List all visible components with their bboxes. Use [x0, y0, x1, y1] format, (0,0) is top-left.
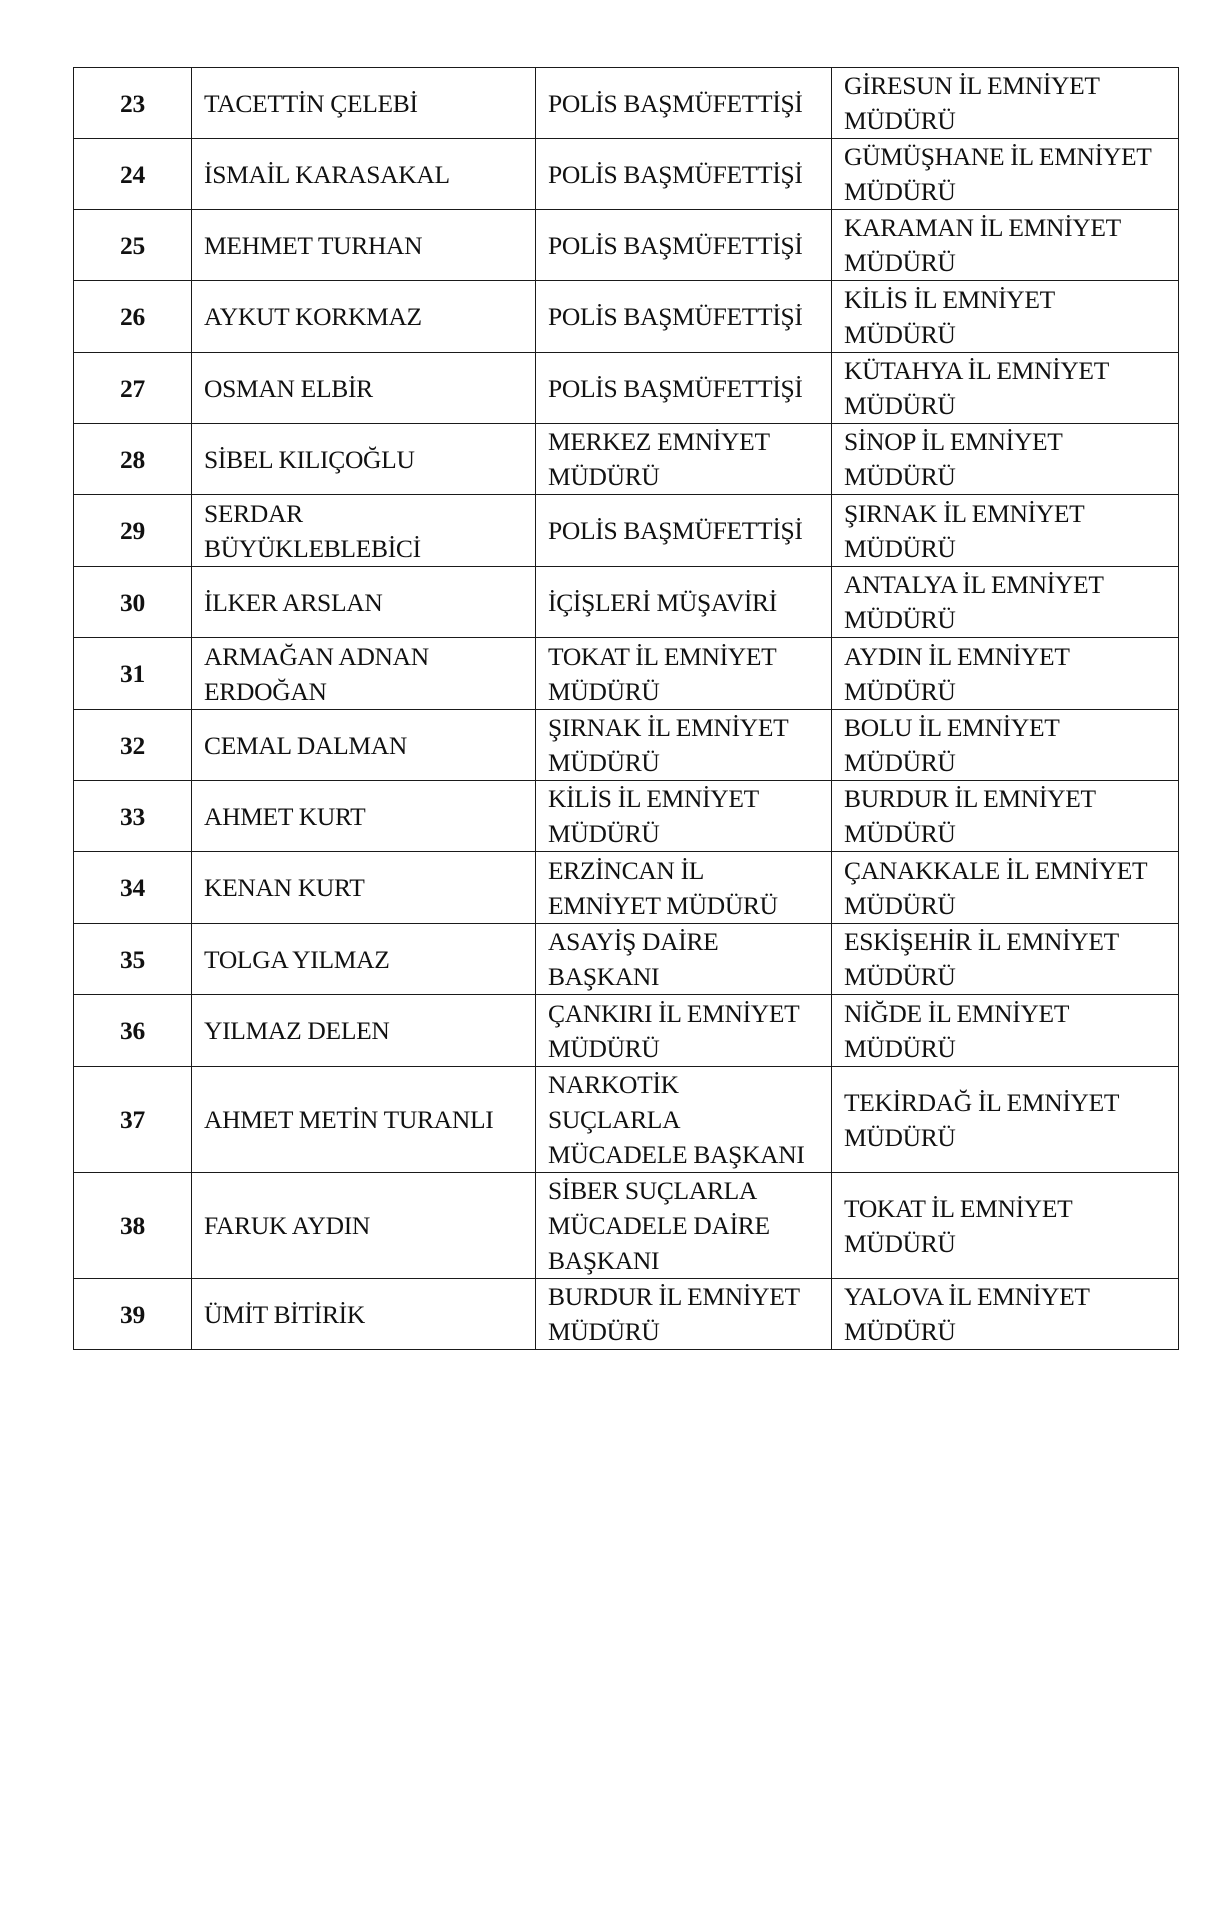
new-position-line: AYDIN İL EMNİYET	[844, 641, 1070, 671]
new-position-cell-content	[844, 210, 1166, 280]
current-position-cell-content	[548, 585, 819, 620]
person-name-cell-content	[204, 1208, 523, 1243]
new-position-cell	[832, 1279, 1179, 1350]
new-position-line: MÜDÜRÜ	[844, 391, 956, 420]
person-name-cell	[192, 1173, 536, 1279]
person-name-line: ARMAĞAN ADNAN	[204, 641, 429, 671]
person-name-cell	[192, 210, 536, 281]
new-position-cell	[832, 495, 1179, 567]
current-position-cell-content	[548, 513, 819, 548]
new-position-line: MÜDÜRÜ	[844, 676, 956, 706]
person-name-cell-content	[204, 870, 523, 905]
new-position-line: KÜTAHYA İL EMNİYET	[844, 356, 1109, 385]
current-position-cell	[536, 1067, 832, 1173]
person-name-cell	[192, 424, 536, 495]
person-name-cell	[192, 353, 536, 424]
new-position-line: GİRESUN İL EMNİYET	[844, 71, 1100, 100]
current-position-cell	[536, 638, 832, 710]
table-row	[74, 995, 1179, 1067]
new-position-line: MÜDÜRÜ	[844, 533, 956, 563]
current-position-cell	[536, 852, 832, 924]
person-name-cell	[192, 1279, 536, 1350]
current-position-cell-content	[548, 639, 819, 709]
current-position-cell	[536, 924, 832, 995]
row-number: 33	[74, 781, 192, 852]
table-row	[74, 353, 1179, 424]
current-position-cell-content	[548, 853, 819, 923]
new-position-line: MÜDÜRÜ	[844, 605, 956, 634]
person-name-line: SİBEL KILIÇOĞLU	[204, 444, 415, 474]
current-position-cell-content	[548, 157, 819, 192]
new-position-cell	[832, 567, 1179, 638]
current-position-line: MÜCADELE DAİRE	[548, 1211, 770, 1240]
row-number: 24	[74, 139, 192, 210]
table-row	[74, 852, 1179, 924]
new-position-line: MÜDÜRÜ	[844, 1228, 956, 1258]
person-name-cell-content	[204, 496, 523, 566]
current-position-cell-content	[548, 996, 819, 1066]
row-number: 23	[74, 68, 192, 139]
table-row	[74, 68, 1179, 139]
person-name-cell-content	[204, 1102, 523, 1137]
current-position-cell-content	[548, 371, 819, 406]
new-position-line: KARAMAN İL EMNİYET	[844, 213, 1121, 242]
person-name-line: AHMET KURT	[204, 801, 366, 831]
person-name-cell-content	[204, 299, 523, 334]
current-position-line: İÇİŞLERİ MÜŞAVİRİ	[548, 587, 777, 617]
new-position-line: MÜDÜRÜ	[844, 1033, 956, 1063]
current-position-line: ERZİNCAN İL	[548, 855, 705, 885]
person-name-cell	[192, 638, 536, 710]
current-position-line: NARKOTİK	[548, 1070, 679, 1099]
table-body	[74, 68, 1179, 1350]
person-name-cell-content	[204, 371, 523, 406]
new-position-cell	[832, 210, 1179, 281]
current-position-cell-content	[548, 1173, 819, 1278]
new-position-cell-content	[844, 1279, 1166, 1349]
row-number: 38	[74, 1173, 192, 1279]
person-name-cell-content	[204, 728, 523, 763]
current-position-cell-content	[548, 299, 819, 334]
current-position-cell-content	[548, 1279, 819, 1349]
person-name-line: AHMET METİN TURANLI	[204, 1105, 494, 1134]
current-position-line: BAŞKANI	[548, 962, 660, 991]
person-name-cell-content	[204, 442, 523, 477]
new-position-line: MÜDÜRÜ	[844, 248, 956, 277]
person-name-cell	[192, 852, 536, 924]
new-position-cell	[832, 1067, 1179, 1173]
new-position-cell-content	[844, 1085, 1166, 1155]
person-name-cell	[192, 781, 536, 852]
new-position-line: TOKAT İL EMNİYET	[844, 1193, 1073, 1223]
new-position-cell	[832, 424, 1179, 495]
current-position-line: POLİS BAŞMÜFETTİŞİ	[548, 302, 803, 331]
row-number: 28	[74, 424, 192, 495]
row-number: 31	[74, 638, 192, 710]
new-position-line: SİNOP İL EMNİYET	[844, 427, 1063, 456]
row-number: 26	[74, 281, 192, 353]
table-row	[74, 638, 1179, 710]
current-position-line: MÜDÜRÜ	[548, 819, 660, 848]
current-position-line: ŞIRNAK İL EMNİYET	[548, 713, 789, 742]
new-position-cell	[832, 139, 1179, 210]
current-position-cell	[536, 1173, 832, 1279]
new-position-line: BURDUR İL EMNİYET	[844, 784, 1096, 813]
person-name-line: OSMAN ELBİR	[204, 373, 373, 403]
new-position-line: MÜDÜRÜ	[844, 890, 956, 920]
new-position-cell-content	[844, 781, 1166, 851]
current-position-cell-content	[548, 924, 819, 994]
person-name-line: TOLGA YILMAZ	[204, 944, 390, 974]
current-position-line: ÇANKIRI İL EMNİYET	[548, 998, 800, 1028]
current-position-cell	[536, 1279, 832, 1350]
new-position-cell	[832, 710, 1179, 781]
current-position-line: BAŞKANI	[548, 1246, 660, 1275]
table-row	[74, 424, 1179, 495]
row-number: 30	[74, 567, 192, 638]
current-position-cell-content	[548, 228, 819, 263]
current-position-line: POLİS BAŞMÜFETTİŞİ	[548, 159, 803, 189]
current-position-line: SUÇLARLA	[548, 1105, 681, 1134]
row-number: 36	[74, 995, 192, 1067]
person-name-line: İSMAİL KARASAKAL	[204, 159, 450, 189]
person-name-cell	[192, 924, 536, 995]
current-position-line: POLİS BAŞMÜFETTİŞİ	[548, 373, 803, 403]
person-name-cell	[192, 281, 536, 353]
new-position-line: MÜDÜRÜ	[844, 319, 956, 349]
new-position-line: MÜDÜRÜ	[844, 106, 956, 135]
current-position-cell-content	[548, 86, 819, 121]
person-name-cell-content	[204, 639, 523, 709]
current-position-line: POLİS BAŞMÜFETTİŞİ	[548, 230, 803, 260]
current-position-cell-content	[548, 424, 819, 494]
current-position-line: MÜDÜRÜ	[548, 676, 660, 706]
new-position-cell	[832, 638, 1179, 710]
person-name-line: YILMAZ DELEN	[204, 1016, 390, 1045]
table-row	[74, 210, 1179, 281]
new-position-cell-content	[844, 496, 1166, 566]
table-row	[74, 781, 1179, 852]
current-position-line: BURDUR İL EMNİYET	[548, 1282, 800, 1311]
current-position-cell	[536, 68, 832, 139]
new-position-cell	[832, 1173, 1179, 1279]
current-position-cell	[536, 495, 832, 567]
table-row	[74, 567, 1179, 638]
person-name-cell-content	[204, 1013, 523, 1048]
new-position-line: NİĞDE İL EMNİYET	[844, 998, 1070, 1028]
current-position-cell	[536, 567, 832, 638]
new-position-cell-content	[844, 853, 1166, 923]
person-name-line: AYKUT KORKMAZ	[204, 302, 422, 331]
person-name-cell-content	[204, 1297, 523, 1332]
person-name-line: KENAN KURT	[204, 873, 365, 902]
new-position-cell-content	[844, 1191, 1166, 1261]
person-name-cell-content	[204, 157, 523, 192]
current-position-line: MÜDÜRÜ	[548, 1317, 660, 1346]
new-position-line: MÜDÜRÜ	[844, 819, 956, 848]
new-position-cell	[832, 281, 1179, 353]
current-position-line: POLİS BAŞMÜFETTİŞİ	[548, 516, 803, 545]
new-position-line: GÜMÜŞHANE İL EMNİYET	[844, 142, 1152, 171]
table-row	[74, 495, 1179, 567]
current-position-cell	[536, 353, 832, 424]
new-position-line: YALOVA İL EMNİYET	[844, 1282, 1090, 1311]
new-position-cell-content	[844, 924, 1166, 994]
person-name-cell	[192, 710, 536, 781]
new-position-line: ANTALYA İL EMNİYET	[844, 570, 1104, 599]
table-row	[74, 281, 1179, 353]
table-row	[74, 924, 1179, 995]
current-position-cell-content	[548, 781, 819, 851]
person-name-cell-content	[204, 942, 523, 977]
new-position-line: MÜDÜRÜ	[844, 962, 956, 991]
table-row	[74, 1173, 1179, 1279]
table-row	[74, 1067, 1179, 1173]
new-position-line: MÜDÜRÜ	[844, 748, 956, 777]
new-position-line: ÇANAKKALE İL EMNİYET	[844, 855, 1148, 885]
new-position-line: MÜDÜRÜ	[844, 462, 956, 491]
new-position-line: ESKİŞEHİR İL EMNİYET	[844, 927, 1119, 956]
row-number: 35	[74, 924, 192, 995]
current-position-line: POLİS BAŞMÜFETTİŞİ	[548, 88, 803, 118]
table-row	[74, 139, 1179, 210]
current-position-line: MÜCADELE BAŞKANI	[548, 1140, 805, 1169]
new-position-cell-content	[844, 139, 1166, 209]
person-name-line: MEHMET TURHAN	[204, 230, 423, 260]
current-position-cell	[536, 424, 832, 495]
person-name-line: CEMAL DALMAN	[204, 730, 407, 760]
table-row	[74, 1279, 1179, 1350]
current-position-line: MÜDÜRÜ	[548, 1033, 660, 1063]
new-position-cell	[832, 353, 1179, 424]
current-position-line: ASAYİŞ DAİRE	[548, 927, 719, 956]
person-name-cell	[192, 995, 536, 1067]
current-position-line: MÜDÜRÜ	[548, 462, 660, 491]
person-name-line: TACETTİN ÇELEBİ	[204, 88, 418, 118]
new-position-cell-content	[844, 282, 1166, 352]
person-name-cell	[192, 139, 536, 210]
new-position-cell	[832, 924, 1179, 995]
person-name-cell-content	[204, 585, 523, 620]
new-position-cell-content	[844, 353, 1166, 423]
new-position-cell-content	[844, 68, 1166, 138]
current-position-cell	[536, 710, 832, 781]
new-position-line: MÜDÜRÜ	[844, 1317, 956, 1346]
person-name-line: İLKER ARSLAN	[204, 587, 383, 617]
row-number: 29	[74, 495, 192, 567]
row-number: 39	[74, 1279, 192, 1350]
current-position-line: SİBER SUÇLARLA	[548, 1176, 758, 1205]
person-name-cell-content	[204, 799, 523, 834]
current-position-cell	[536, 139, 832, 210]
new-position-cell-content	[844, 639, 1166, 709]
current-position-line: MERKEZ EMNİYET	[548, 427, 770, 456]
new-position-cell	[832, 995, 1179, 1067]
new-position-cell	[832, 68, 1179, 139]
person-name-cell-content	[204, 86, 523, 121]
new-position-cell-content	[844, 567, 1166, 637]
current-position-cell-content	[548, 1067, 819, 1172]
current-position-cell	[536, 281, 832, 353]
person-name-line: FARUK AYDIN	[204, 1211, 371, 1240]
person-name-line: SERDAR	[204, 498, 303, 528]
person-name-cell	[192, 495, 536, 567]
new-position-cell	[832, 852, 1179, 924]
current-position-cell	[536, 781, 832, 852]
person-name-line: ÜMİT BİTİRİK	[204, 1299, 365, 1329]
new-position-line: TEKİRDAĞ İL EMNİYET	[844, 1087, 1120, 1117]
person-name-cell-content	[204, 228, 523, 263]
new-position-line: KİLİS İL EMNİYET	[844, 284, 1055, 314]
current-position-cell-content	[548, 710, 819, 780]
current-position-line: MÜDÜRÜ	[548, 748, 660, 777]
new-position-line: ŞIRNAK İL EMNİYET	[844, 498, 1085, 528]
person-name-cell	[192, 68, 536, 139]
row-number: 25	[74, 210, 192, 281]
new-position-line: BOLU İL EMNİYET	[844, 713, 1060, 742]
new-position-line: MÜDÜRÜ	[844, 1122, 956, 1152]
row-number: 27	[74, 353, 192, 424]
current-position-cell	[536, 210, 832, 281]
row-number: 37	[74, 1067, 192, 1173]
current-position-line: TOKAT İL EMNİYET	[548, 641, 777, 671]
table-row	[74, 710, 1179, 781]
current-position-cell	[536, 995, 832, 1067]
new-position-line: MÜDÜRÜ	[844, 177, 956, 206]
new-position-cell-content	[844, 424, 1166, 494]
row-number: 32	[74, 710, 192, 781]
current-position-line: KİLİS İL EMNİYET	[548, 784, 759, 813]
person-name-line: BÜYÜKLEBLEBİCİ	[204, 533, 421, 563]
person-name-cell	[192, 567, 536, 638]
new-position-cell	[832, 781, 1179, 852]
appointments-table	[73, 67, 1179, 1350]
new-position-cell-content	[844, 710, 1166, 780]
person-name-cell	[192, 1067, 536, 1173]
person-name-line: ERDOĞAN	[204, 676, 327, 706]
new-position-cell-content	[844, 996, 1166, 1066]
row-number: 34	[74, 852, 192, 924]
current-position-line: EMNİYET MÜDÜRÜ	[548, 890, 778, 920]
